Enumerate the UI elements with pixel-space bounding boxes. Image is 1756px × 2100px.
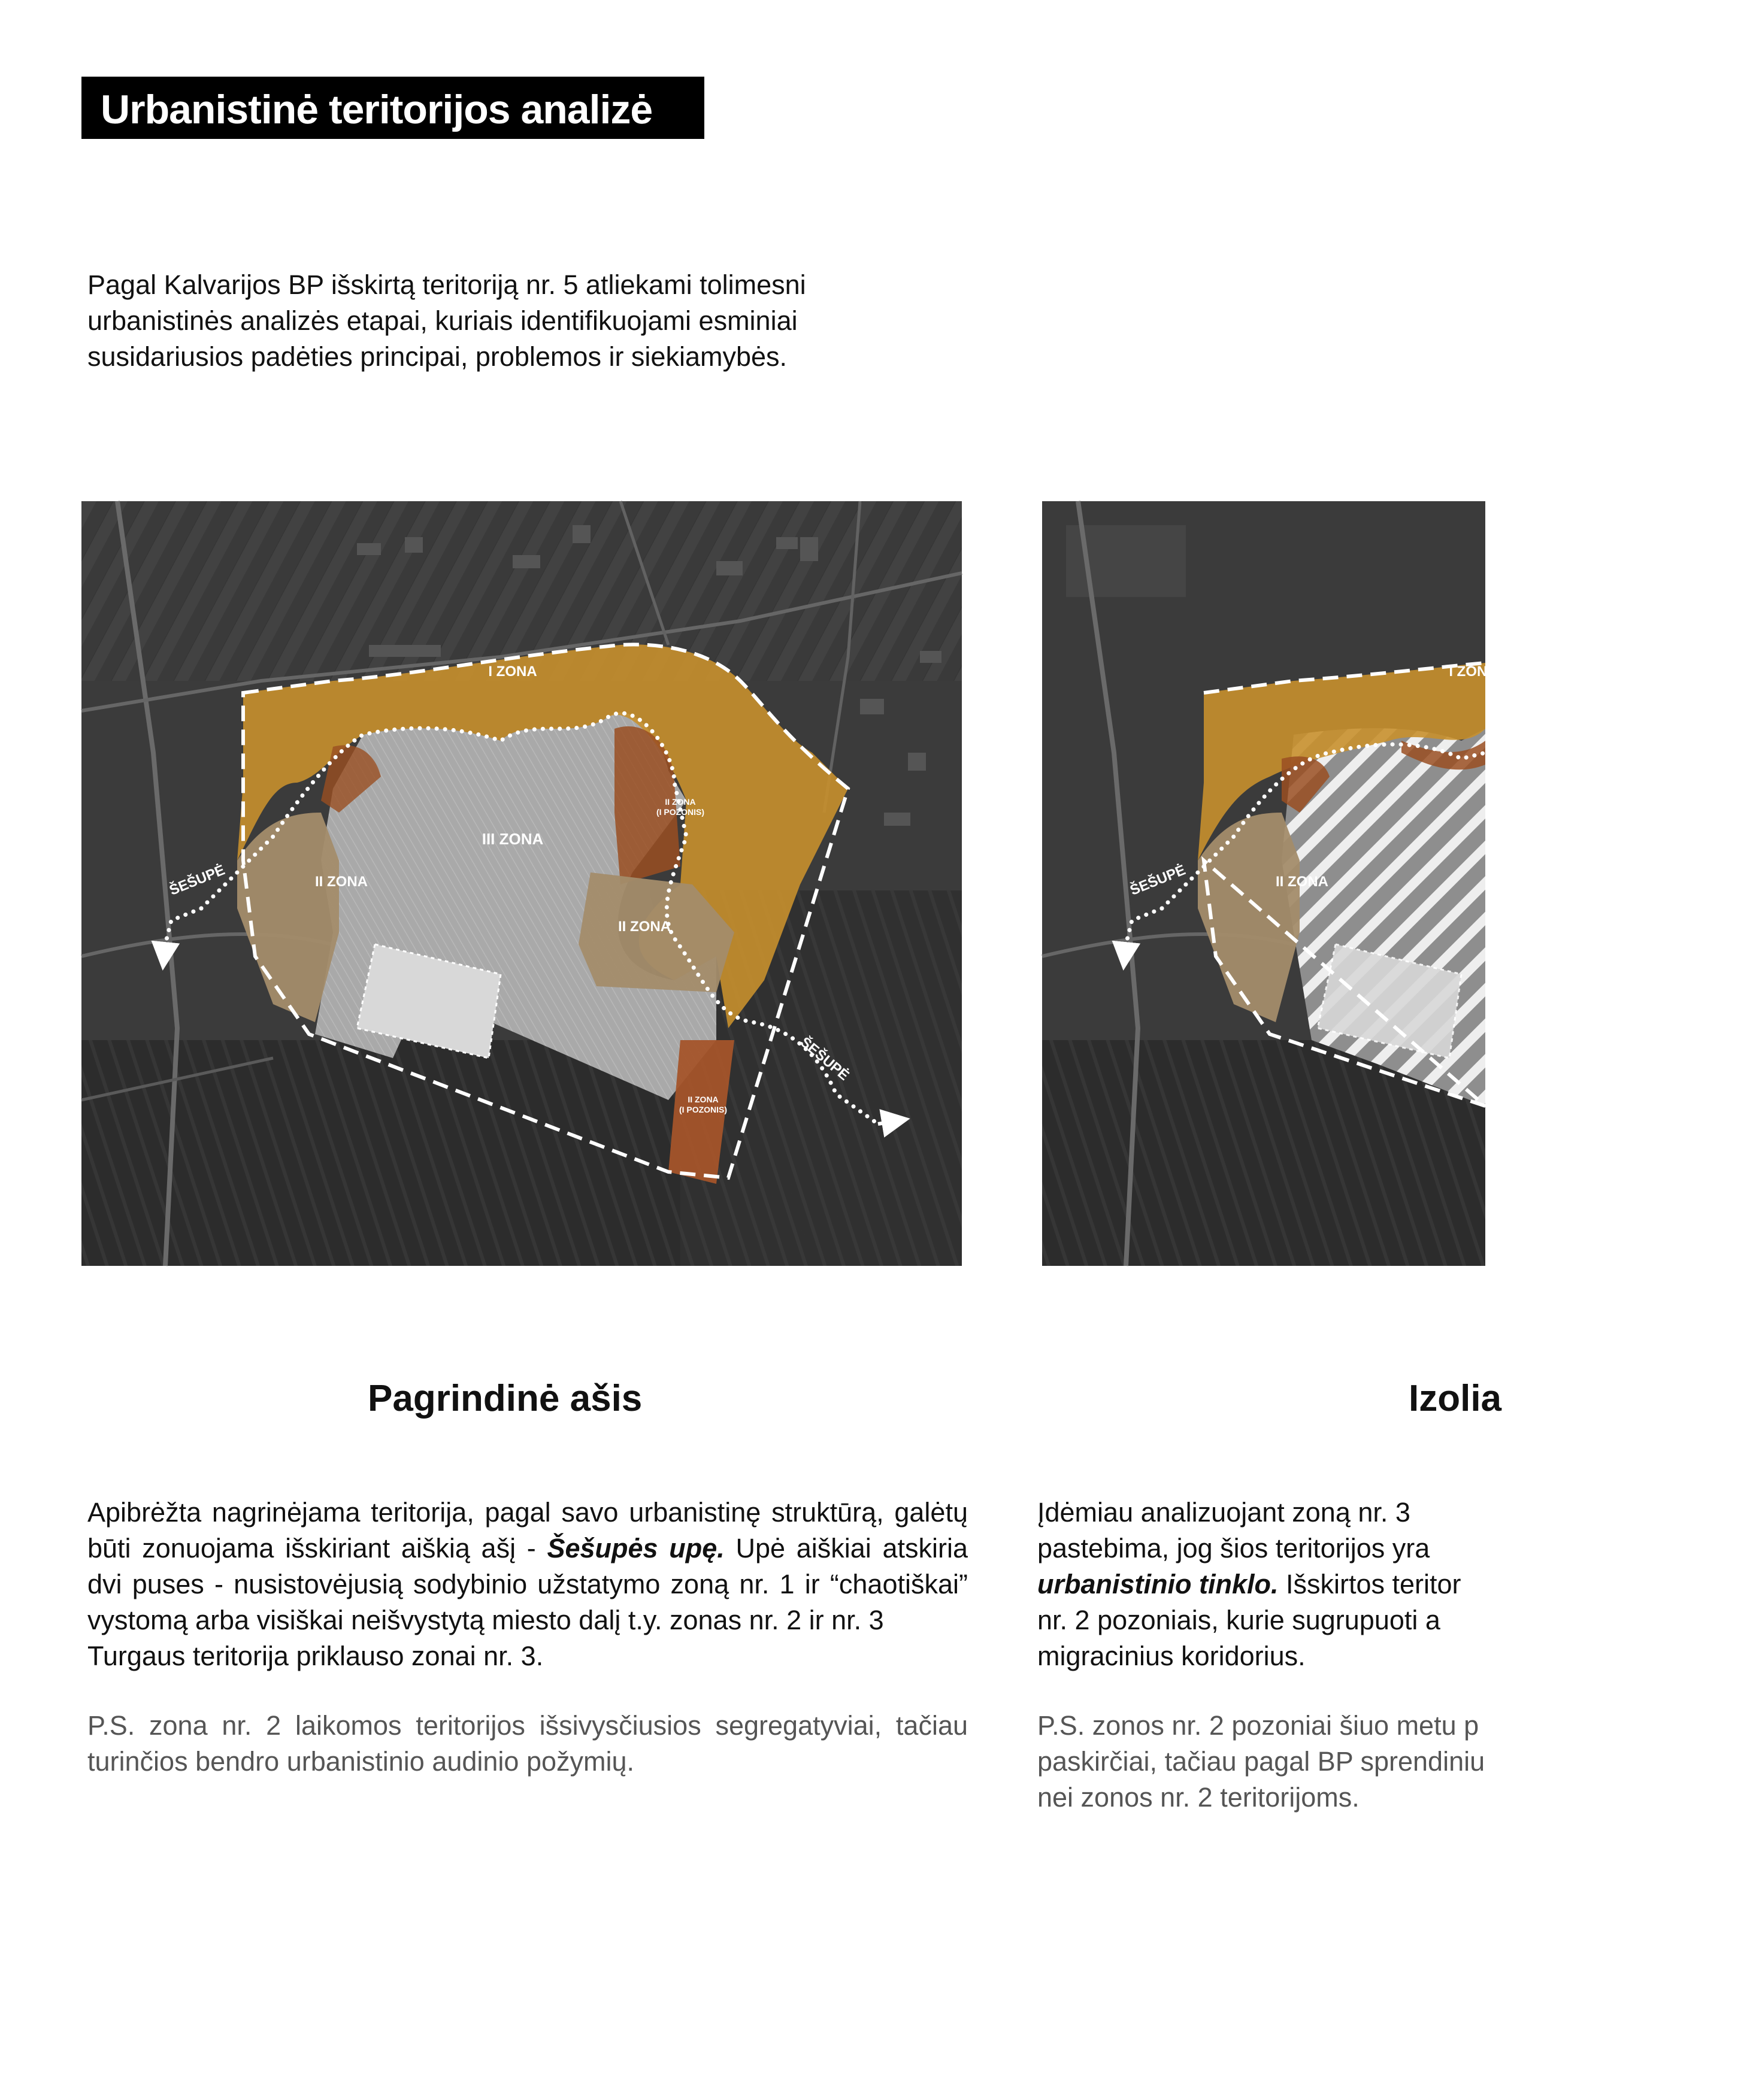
zone-2-left-label: II ZONA	[1276, 874, 1328, 890]
zone-2-pozonis-bottom-sublabel: (I POZONIS)	[679, 1105, 728, 1114]
zone-2-pozonis-bottom-label: II ZONA	[688, 1095, 719, 1104]
zone-1-label: I ZONA	[1449, 663, 1498, 680]
river-label-left: ŠEŠUPĖ	[166, 862, 228, 899]
postscript-line: P.S. zonos nr. 2 pozoniai šiuo metu p	[1037, 1710, 1479, 1741]
paragraph: Turgaus teritorija priklauso zonai nr. 3.	[87, 1641, 544, 1671]
river-label-left: ŠEŠUPĖ	[1127, 862, 1188, 899]
zone-2-pozonis-top-sublabel: (I POZONIS)	[656, 807, 705, 817]
section-title-isolation: Izolia	[1409, 1378, 1502, 1419]
section-body-main-axis	[87, 1495, 968, 1780]
emphasis-text: urbanistinio tinklo.	[1037, 1569, 1279, 1599]
paragraph	[87, 1495, 968, 1638]
text-line: nr. 2 pozoniais, kurie sugrupuoti a	[1037, 1605, 1440, 1635]
section-title-main-axis: Pagrindinė ašis	[368, 1378, 643, 1419]
emphasis-text: Šešupės upę.	[547, 1533, 725, 1563]
postscript-line: nei zonos nr. 2 teritorijoms.	[1037, 1782, 1360, 1813]
text-line: pastebima, jog šios teritorijos yra	[1037, 1533, 1430, 1563]
section-body-isolation	[1037, 1495, 1756, 1816]
text-run: Išskirtos teritor	[1278, 1569, 1461, 1599]
zone-3-label: III ZONA	[482, 830, 544, 848]
zone-2-left-label: II ZONA	[315, 874, 368, 890]
postscript-note: P.S. zona nr. 2 laikomos teritorijos išsivysčiusios segregatyviai, tačiau turinčios bendro urbanistinio audinio požymių.	[87, 1710, 968, 1777]
zone-2-pozonis-top-label: II ZONA	[665, 797, 696, 807]
text-line: migracinius koridorius.	[1037, 1641, 1306, 1671]
text-line: Įdėmiau analizuojant zoną nr. 3	[1037, 1497, 1410, 1528]
zone-2-center-label: II ZONA	[618, 919, 671, 935]
intro-text: Pagal Kalvarijos BP išskirtą teritoriją nr. 5 atliekami tolimesni urbanistinės analizės etapai, kuriais identifikuojami esminiai susidariusios padėties principai, problemos ir siekiamybės.	[87, 269, 806, 372]
postscript-line: paskirčiai, tačiau pagal BP sprendiniu	[1037, 1746, 1485, 1777]
isolation-map	[1042, 501, 1498, 1266]
text-run: Upė aiškiai atskiria dvi puses - nusistovėjusią sodybinio užstatymo zoną nr. 1 ir “chaotiškai” vystomą arba visiškai neišvystytą miesto dalį t.y. zonas nr. 2 ir nr. 3	[87, 1533, 968, 1635]
text-run: Apibrėžta nagrinėjama teritorija, pagal savo urbanistinę struktūrą, galėtų būti zonuojama išskiriant aiškią ašį -	[87, 1497, 968, 1563]
river-label-right: ŠEŠUPĖ	[797, 1034, 852, 1084]
page-title: Urbanistinė teritorijos analizė	[101, 87, 653, 132]
zone-1-label: I ZONA	[488, 663, 537, 680]
page-title-bar	[81, 77, 704, 139]
text-line	[1037, 1566, 1756, 1602]
zoning-map	[81, 501, 962, 1266]
